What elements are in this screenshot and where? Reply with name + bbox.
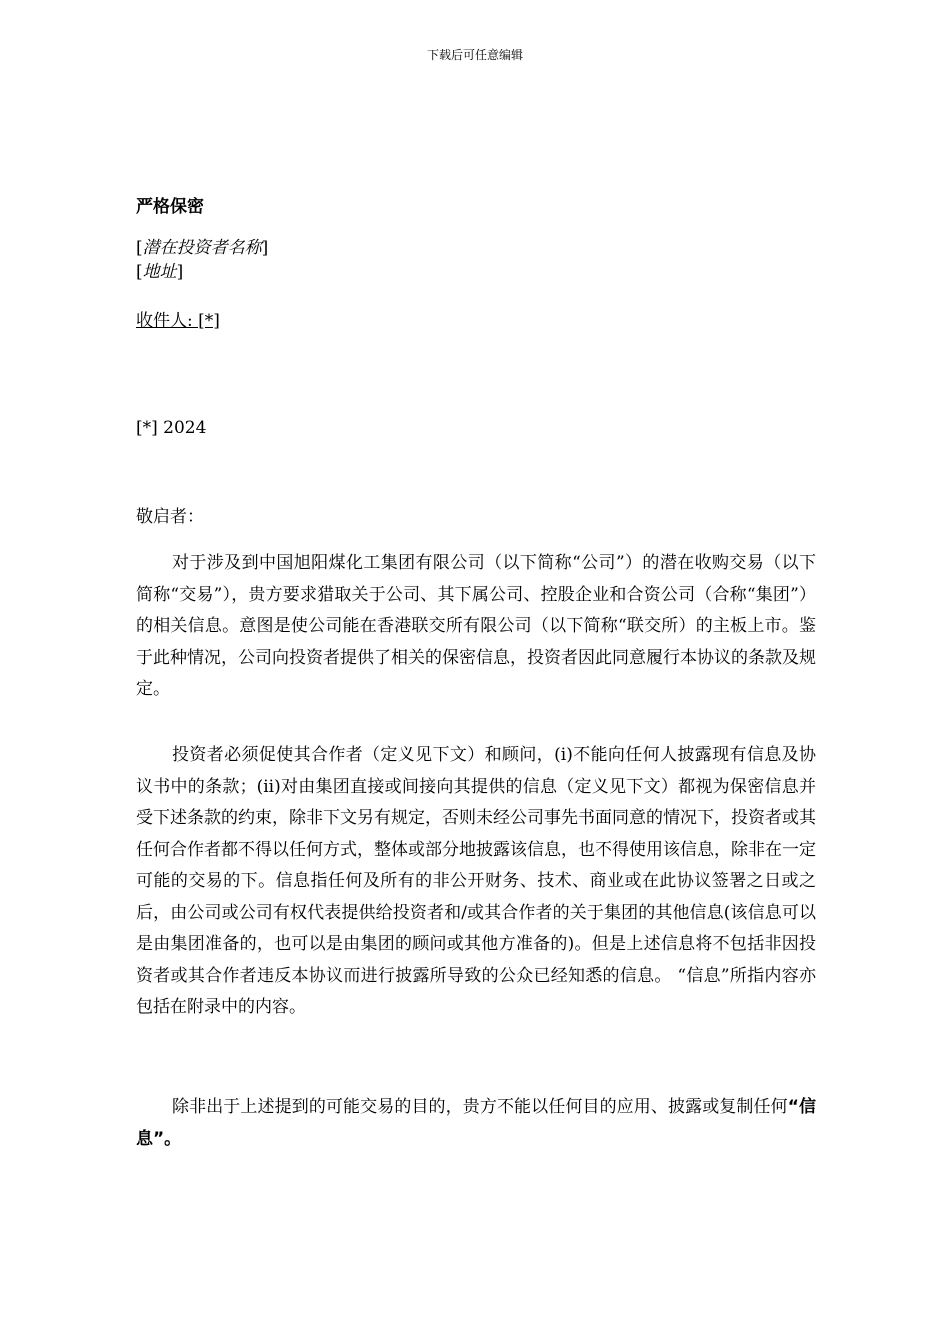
bracket-open: [ <box>136 238 143 258</box>
confidential-heading: 严格保密 <box>136 197 204 217</box>
investor-name-line <box>136 236 268 260</box>
address-placeholder: 地址 <box>142 262 177 282</box>
paragraph-usage-text: 除非出于上述提到的可能交易的目的，贵方不能以任何目的应用、披露或复制任何 <box>172 1097 788 1117</box>
paragraph-intro: 对于涉及到中国旭阳煤化工集团有限公司（以下简称“公司”）的潜在收购交易（以下简称“交易”），贵方要求猎取关于公司、其下属公司、控股企业和合资公司（合称“集团”）的相关信息。意图是使公司能在香港联交所有限公司（以下简称“联交所）的主板上市。鉴于此种情况，公司向投资者提供了相关的保密信息，投资者因此同意履行本协议的条款及规定。 <box>136 553 816 699</box>
bracket-open: [ <box>136 262 143 282</box>
bracket-close: ] <box>176 262 184 282</box>
salutation: 敬启者： <box>136 507 204 527</box>
address-line <box>136 260 183 284</box>
bracket-close: ] <box>261 238 269 258</box>
letter-date: [*] 2024 <box>136 418 207 438</box>
paragraph-usage-restriction <box>136 1092 816 1155</box>
page-header-note: 下载后可任意编辑 <box>426 48 523 62</box>
paragraph-confidentiality: 投资者必须促使其合作者（定义见下文）和顾问，(i)不能向任何人披露现有信息及协议书中的条款；(ii)对由集团直接或间接向其提供的信息（定义见下文）都视为保密信息并受下述条款的约束，除非下文另有规定，否则未经公司事先书面同意的情况下，投资者或其任何合作者都不得以任何方式，整体或部分地披露该信息，也不得使用该信息，除非在一定可能的交易的下。信息指任何及所有的非公开财务、技术、商业或在此协议签署之日或之后，由公司或公司有权代表提供给投资者和/或其合作者的关于集团的其他信息(该信息可以是由集团准备的，也可以是由集团的顾问或其他方准备的)。但是上述信息将不包括非因投资者或其合作者违反本协议而进行披露所导致的公众已经知悉的信息。 “信息”所指内容亦包括在附录中的内容。 <box>136 745 816 1017</box>
investor-name-placeholder: 潜在投资者名称 <box>142 238 262 258</box>
recipient-line: 收件人: [*] <box>136 311 220 331</box>
paragraph-usage-bold-term: “信息”。 <box>136 1097 816 1149</box>
